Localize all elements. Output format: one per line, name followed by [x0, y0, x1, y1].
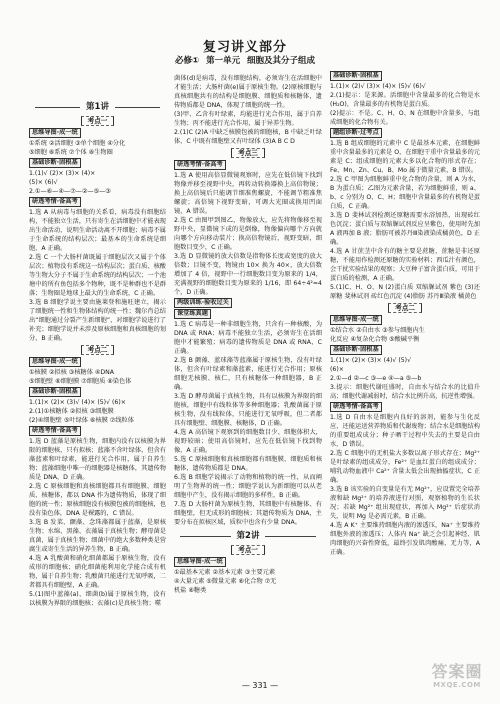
answer-line: ①结合水 ②自由水 ③参与细胞内生 — [330, 327, 425, 334]
answer-paragraph: 5.(1)C、H、O、N (2)蛋白质 双缩脲试剂 紫色 (3)还原糖 斐林试剂 砖红色沉淀 (4)脂肪 苏丹Ⅲ染液 橘黄色 — [330, 284, 480, 300]
answer-paragraph: 菌体(d)是病毒，没有细胞结构，必须寄生在活细胞中才能生活；大肠杆菌(e)属于原核生物。(2)原核细胞与真核细胞共有的结构是细胞膜、细胞质和核糖体，遗传物质都是 DNA，体现了细胞的统一性。 — [174, 75, 322, 109]
kaodian-heading-text: 考点一 — [231, 545, 265, 555]
answer-line: 化反应 ④复杂化合物 ⑤酸碱平衡 — [330, 336, 420, 343]
answer-paragraph: 7.选 D 大肠杆菌为原核生物，其细胞中有核糖体、有细胞壁，但无成形的细胞核；其遗传物质为 DNA，主要分布在拟核区域，质粒中也含有少量 DNA。 — [174, 501, 322, 526]
answer-line: ⑤细胞壁 ⑥细胞膜 ⑦细胞质 ⑧染色体 — [29, 378, 132, 385]
section-label — [330, 71, 480, 81]
section-label — [330, 402, 480, 412]
answer-paragraph: 2.选 C 由图甲到图乙，物像放大，应先将物像移至视野中央，显微镜下成的是倒像，物像偏向哪个方向就向哪个方向移动装片；换高倍物镜后，视野变暗，细胞数目变少，C 正确。 — [174, 217, 322, 251]
answer-paragraph: 3.选 B 该实验的自变量是有无 Mg²⁺，应设置完全培养液和缺 Mg²⁺ 的培养液进行对照，观察植物的生长状况；若缺 Mg²⁺ 组出现症状，再加入 Mg²⁺ 后症状消失，说明 Mg 是必需元素，B 正确。 — [330, 486, 480, 520]
section-label-text: 两级训练·验收过关 — [174, 298, 232, 308]
answer-paragraph: 4.选 A 甘蔗茎中含有的糖主要是蔗糖，蔗糖是非还原糖，不能用作检测还原糖的实验材料；西瓜汁有颜色，会干扰实验结果的观察；大豆种子富含蛋白质，可用于蛋白质的检测，A 正确。 — [330, 248, 480, 282]
watermark-site-text: MXQE.COM — [433, 681, 481, 689]
right-column — [330, 70, 480, 680]
answer-paragraph: 3.选 D 斐林试剂检测还原糖需要水浴加热，出现砖红色沉淀；蛋白质与双缩脲试剂反应呈紫色，使用时先加 A 液再加 B 液；脂肪可被苏丹Ⅲ染液染成橘黄色，D 正确。 — [330, 212, 480, 246]
answer-line: (2)④细胞壁 ⑤叶绿体 ⑥核膜 ⑦线粒体 — [29, 417, 134, 424]
answer-line: 机盐 ⑧糖类 — [174, 587, 207, 594]
answer-line: (6)× — [330, 366, 344, 373]
left-column — [29, 98, 166, 680]
section-label — [29, 158, 166, 168]
answer-paragraph: 2.选 C 甲图为细胞鲜重中化合物的含量，则 A 为水，B 为蛋白质；乙图为元素含量，若为细胞鲜重，则 a、b、c 分别为 O、C、H；细胞中含量最多的有机物是蛋白质，C 正确。 — [330, 176, 480, 210]
section-label-text: 思维导图·成一统 — [29, 357, 81, 367]
lecture-heading-text: 第2讲 — [236, 531, 260, 541]
heading-rule-left — [35, 107, 80, 108]
answer-paragraph: 1.选 D 蓝藻是原核生物，细胞内没有以核膜为界限的细胞核，只有拟核；蓝藻不含叶绿体，但含有藻蓝素和叶绿素，能进行光合作用，属于自养生物；蓝藻细胞中唯一的细胞器是核糖体，其遗传物质是 DNA，D 正确。 — [29, 438, 166, 481]
answer-paragraph: 2.(1)提示：是来源。活细胞中含量最多的化合物是水(H₂O)，含量最多的有机物是蛋白质。 — [330, 92, 480, 108]
section-label-text: 基础诊断·固根基 — [330, 345, 382, 355]
section-label — [174, 298, 322, 308]
answer-paragraph: 3.选 D 酵母菌属于真核生物，具有以核膜为界限的细胞核，细胞中有线粒体等多种细胞器；乳酸菌属于原核生物，没有线粒体，只能进行无氧呼吸，但二者都具有细胞壁、细胞膜、核糖体，D 正确。 — [174, 393, 322, 427]
section-label — [330, 315, 480, 325]
section-label — [29, 197, 166, 207]
lecture-heading-text: 第1讲 — [86, 102, 109, 112]
answer-line: 1.(1)× (2)√ (3)× (4)× (5)√ (6)√ — [330, 83, 426, 90]
kaodian-heading — [174, 148, 322, 158]
section-label-text: 研透考情·备高考 — [330, 402, 382, 412]
answer-paragraph: 6.选 B 细胞学说揭示了动物和植物的统一性，从而阐明了生物界的统一性；细胞学说认为新细胞可以从老细胞中产生，没有揭示细胞的多样性，B 正确。 — [174, 474, 322, 499]
section-label-text: 基础诊断·固根基 — [29, 158, 81, 168]
answer-paragraph: 4.选 A 高倍镜下观察到的细胞数目少、细胞体积大，视野较暗；使用高倍镜时，应先在低倍镜下找到物像，A 正确。 — [174, 429, 322, 454]
unit-subtitle: 必修① 第一单元 细胞及其分子组成 — [174, 56, 316, 66]
answer-paragraph: 3.选 B 发菜、颤藻、念珠藻都属于蓝藻，是原核生物；水绵、黑藻、衣藻属于真核生物；酵母菌是真菌，属于真核生物；细菌中的绝大多数种类是营腐生或寄生生活的异养生物，B 正确。 — [29, 519, 166, 553]
section-label — [174, 557, 322, 567]
section-label — [174, 309, 322, 319]
answer-line: (5)× (6)√ — [29, 179, 58, 186]
section-label — [330, 128, 480, 138]
answer-paragraph: 5.(1)图中蓝藻(a)、细菌(b)属于原核生物，没有以核膜为界限的细胞核；衣藻(c)是真核生物；噬 — [29, 591, 166, 607]
section-label-text: 基础诊断·固根基 — [29, 387, 81, 397]
answer-line: 2.①—⑥—④—⑦—②—⑤—③ — [29, 188, 111, 195]
answer-line: 1.(1)√ (2)× (3)× (4)× — [29, 170, 96, 177]
kaodian-heading — [29, 345, 166, 355]
middle-column — [174, 74, 322, 674]
answer-paragraph: 3.提示：细胞代谢旺盛时，自由水与结合水的比值升高；细胞代谢减弱时，结合水比例升高，抗逆性增强。 — [330, 384, 480, 400]
answer-line: 1.(1)× (2)× (3)√ (4)× (5)√ (6)× — [29, 399, 126, 406]
answer-line: 2.①—d ②—c ③—e ④—a ⑤—b — [330, 375, 422, 382]
answer-line: 1.(1)× (2)× (3)× (4)√ (5)√ — [330, 357, 412, 364]
kaodian-heading — [330, 303, 480, 313]
section-label-text: 研透考情·备高考 — [29, 426, 81, 436]
section-label — [174, 160, 322, 170]
answer-paragraph: 2.选 B 颤藻、蓝球藻等蓝藻属于原核生物，没有叶绿体，但含有叶绿素和藻蓝素，能进行光合作用；原核细胞无核膜、核仁，只有核糖体一种细胞器，B 正确。 — [174, 357, 322, 391]
watermark-logo — [422, 662, 492, 690]
section-label-text: 基础诊断·固根基 — [330, 71, 382, 81]
answer-line: ①系统 ②活细胞 ③单个细胞 ④分化 — [29, 140, 126, 147]
section-label-text: 研透考情·备高考 — [29, 197, 81, 207]
answer-paragraph: (2)提示：不是。C、H、O、N 在细胞中含量多，与组成细胞的化合物有关。 — [330, 110, 480, 126]
kaodian-heading — [174, 545, 322, 555]
answer-line: ①核膜 ②拟核 ③核糖体 ④DNA — [29, 369, 115, 376]
section-label-text: 思维导图·成一统 — [29, 128, 81, 138]
kaodian-heading-text: 考点二 — [81, 345, 115, 355]
answer-paragraph: 1.选 C 病毒是一种非细胞生物，只含有一种核酸，为 DNA 或 RNA；病毒不能独立生活，必须寄生在活细胞中才能繁殖；病毒的遗传物质是 DNA 或 RNA，C 正确。 — [174, 321, 322, 355]
page-title: 复习讲义部分 — [202, 40, 287, 55]
kaodian-heading-text: 考点二 — [388, 303, 422, 313]
section-label-text: 题组诊断·过考点 — [330, 128, 382, 138]
answer-paragraph: 3.选 D 显微镜的放大倍数是指物体长度或宽度的放大倍数；目镜不变，物镜由 10× 换为 40×，放大倍数增加了 4 倍，视野中一行细胞数目变为原来的 1/4，充满视野的细胞数目变为原来的 1/16，即 64÷4²=4 个，D 正确。 — [174, 253, 322, 296]
section-label — [330, 345, 480, 355]
answer-paragraph: 2.(1)C (2)A 中缺乏核膜包被的细胞核，B 中缺乏叶绿体，C 中既有细胞壁又有叶绿体 (3)A B C D — [174, 129, 322, 145]
page-number: — 331 — — [241, 681, 279, 690]
answer-paragraph: 1.选 B 组成细胞的元素中 C 是最基本元素，在细胞鲜重中含量最多的元素是 O，在细胞干重中含量最多的元素是 C；组成细胞的元素大多以化合物的形式存在；Fe、Mn、Zn、Cu、B、Mo 属于微量元素，B 错误。 — [330, 140, 480, 174]
answer-paragraph: (3)甲、乙含有叶绿素，均能进行光合作用，属于自养生物；丙不能进行光合作用，属于异养生物。 — [174, 111, 322, 127]
section-label-text: 思维导图·成一统 — [174, 557, 226, 567]
answer-line: ⑤细胞 ⑥系统 ⑦个体 ⑧生物圈 — [29, 149, 113, 156]
answer-paragraph: 2.选 C 一个大肠杆菌既属于细胞层次又属于个体层次；植物没有系统这一结构层次；蛋白质、核酸等生物大分子不属于生命系统的结构层次；一个池塘中的所有鱼包括多个物种，既不是种群也不是群落；生物圈是地球上最大的生命系统，C 正确。 — [29, 254, 166, 297]
answer-paragraph: 5.选 C 原核细胞和真核细胞都有细胞膜、细胞质和核糖体，遗传物质都是 DNA。 — [174, 456, 322, 472]
answer-paragraph: 1.选 D 自由水是细胞内良好的溶剂，能参与生化反应，还能运送营养物质和代谢废物；结合水是细胞结构的重要组成成分；种子晒干过程中失去的主要是自由水，D 错误。 — [330, 414, 480, 448]
heading-rule-right — [265, 536, 316, 537]
answer-paragraph: 2.选 C 原核细胞和真核细胞都具有细胞膜、细胞质、核糖体，都以 DNA 作为遗传物质，体现了细胞的统一性；原核细胞没有核膜包被的细胞核，也没有染色体，DNA 是裸露的，C 错误。 — [29, 483, 166, 517]
lecture-heading — [174, 529, 322, 543]
section-label — [29, 357, 166, 367]
answer-paragraph: 3.选 B 细胞学说主要由施莱登和施旺建立，揭示了细胞统一性和生物体结构的统一性；魏尔肖总结出“细胞通过分裂产生新细胞”，对细胞学说进行了补充；细胞学说并未涉及原核细胞和真核细胞的划分，B 正确。 — [29, 299, 166, 342]
kaodian-heading-text: 考点三 — [231, 148, 265, 158]
kaodian-heading — [29, 116, 166, 126]
section-label — [29, 387, 166, 397]
lecture-heading — [29, 100, 166, 114]
section-label — [29, 128, 166, 138]
section-label-text: 研透考情·备高考 — [174, 160, 226, 170]
answer-paragraph: 4.选 A K⁺ 主要维持细胞内液的渗透压，Na⁺ 主要维持细胞外液的渗透压；人体内 Na⁺ 缺乏会引起神经、肌肉细胞的兴奋性降低，最终引发肌肉酸痛、无力等，A 正确。 — [330, 522, 480, 556]
answer-line: 2.(1)①核糖体 ②拟核 ③细胞膜 — [29, 408, 114, 415]
answer-line: ④大量元素 ⑤微量元素 ⑥化合物 ⑦无 — [174, 578, 277, 585]
answer-paragraph: 1.选 A 使用高倍显微镜观察时，应先在低倍镜下找到物像并移至视野中央，再转动转换器换上高倍物镜；换上高倍镜后只能调节细准焦螺旋，不能调节粗准焦螺旋；高倍镜下视野变暗，可调大光圈或换用凹面镜，A 错误。 — [174, 172, 322, 215]
answer-paragraph: 2.选 C 细胞中的无机盐大多数以离子形式存在；Mg²⁺ 是叶绿素的组成成分，Fe²⁺ 是血红蛋白的组成成分；哺乳动物血液中 Ca²⁺ 含量太低会出现抽搐症状，C 正确。 — [330, 450, 480, 484]
answer-line: ①最基本元素 ②基本元素 ③主要元素 — [174, 569, 276, 576]
watermark-logo-text: 答案圈 — [431, 662, 483, 681]
heading-rule-right — [115, 107, 160, 108]
answer-paragraph: 1.选 A 从病毒与细胞的关系看，病毒没有细胞结构，不能独立生活，只有寄生在活细胞中才能表现出生命活动，说明生命活动离不开细胞；病毒不属于生命系统的结构层次；最基本的生命系统是细胞，A 正确。 — [29, 209, 166, 252]
section-label-text: 课堂练真题 — [174, 309, 211, 319]
answer-paragraph: 4.选 A 乳酸菌和硝化细菌都属于原核生物，没有成形的细胞核；硝化细菌能利用化学能合成有机物，属于自养生物；乳酸菌只能进行无氧呼吸，二者都具有细胞壁，A 正确。 — [29, 555, 166, 589]
section-label — [29, 426, 166, 436]
heading-rule-left — [180, 536, 231, 537]
kaodian-heading-text: 考点一 — [81, 116, 115, 126]
section-label-text: 思维导图·成一统 — [330, 315, 382, 325]
